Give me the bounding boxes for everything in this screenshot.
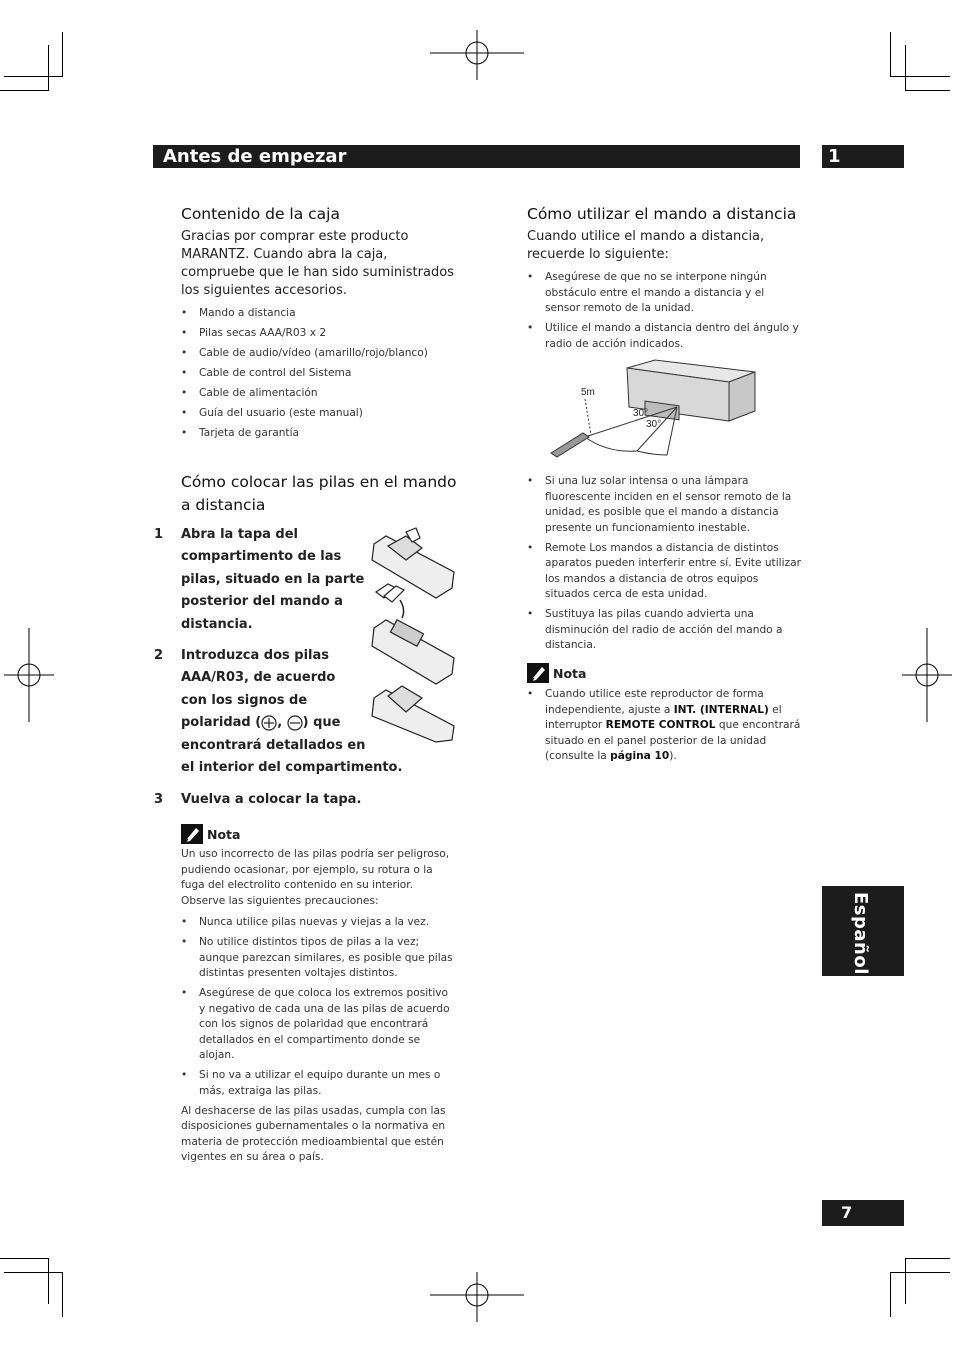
registration-mark-bottom <box>430 1272 524 1322</box>
remote-battery-illustration <box>366 526 458 744</box>
step-line: con los signos de <box>181 692 308 708</box>
crop-mark <box>905 1258 950 1259</box>
list-item: • Si una luz solar intensa o una lámpara fluorescente inciden en el sensor remoto de la unidad, es posible que el mando a distancia presente un funcionamiento inestable. <box>527 474 802 536</box>
crop-mark <box>0 90 48 91</box>
pencil-note-icon <box>527 663 549 683</box>
list-item: • Utilice el mando a distancia dentro del ángulo y radio de acción indicados. <box>527 321 802 352</box>
note-outro: Al deshacerse de las pilas usadas, cumpla con las disposiciones gubernamentales o la normativa en materia de protección medioambiental que estén vigentes en su área o país. <box>181 1104 446 1163</box>
remote-intro: Cuando utilice el mando a distancia, recuerde lo siguiente: <box>527 229 765 262</box>
note-text: que encontrará situado en el panel posterior de la unidad (consulte la <box>545 719 801 762</box>
language-label: Español <box>850 892 871 975</box>
crop-mark <box>4 1272 62 1273</box>
list-item: • Cable de alimentación <box>181 386 461 402</box>
crop-mark <box>890 32 891 77</box>
note-text: ). <box>669 750 677 762</box>
note-list <box>181 915 456 1099</box>
crop-mark <box>890 1272 891 1317</box>
page-title: Antes de empezar <box>163 146 347 167</box>
language-tab <box>822 886 904 976</box>
step-number: 3 <box>154 792 164 807</box>
list-item: • Sustituya las pilas cuando advierta una disminución del radio de acción del mando a distancia. <box>527 607 802 654</box>
remote-list-bottom <box>527 474 802 654</box>
step-line: Abra la tapa del <box>181 527 298 542</box>
battery-step-1 <box>154 524 371 636</box>
list-item: • Pilas secas AAA/R03 x 2 <box>181 326 461 342</box>
crop-mark <box>48 45 49 91</box>
battery-step-2 <box>154 645 403 779</box>
plus-sign-icon <box>261 715 277 731</box>
note-bold-page: página 10 <box>610 750 670 762</box>
note-text: el interruptor <box>545 703 782 731</box>
contents-intro: Gracias por comprar este producto MARANTZ. Cuando abra la caja, compruebe que le han sido suministrados los siguientes accesorios. <box>181 229 454 298</box>
polarity-text: polaridad ( <box>181 715 262 731</box>
remote-section-bottom <box>527 468 802 658</box>
step-line: AAA/R03, de acuerdo <box>181 670 336 686</box>
remote-list-top <box>527 270 802 352</box>
polarity-separator: , <box>277 715 287 731</box>
step-number: 1 <box>154 527 164 542</box>
battery-step-3 <box>154 789 381 811</box>
page-number-box <box>822 1200 904 1226</box>
note-bold-remote-control: REMOTE CONTROL <box>605 719 716 731</box>
battery-note <box>181 824 456 1166</box>
chapter-number-box <box>822 145 904 168</box>
crop-mark <box>62 32 63 77</box>
step-line: el interior del compartimento. <box>181 760 403 776</box>
contents-section <box>181 203 461 446</box>
page-number: 7 <box>841 1203 853 1222</box>
note-bold-internal: INT. (INTERNAL) <box>673 703 769 716</box>
pencil-note-icon <box>181 824 203 844</box>
chapter-number: 1 <box>828 146 841 167</box>
note-header <box>527 663 802 683</box>
list-item <box>527 687 802 765</box>
list-item: • Guía del usuario (este manual) <box>181 406 461 422</box>
angle-label-2: 30° <box>646 419 662 430</box>
contents-heading: Contenido de la caja <box>181 205 340 223</box>
crop-mark <box>905 1258 906 1304</box>
list-item: • No utilice distintos tipos de pilas a la vez; aunque parezcan similares, es posible que pilas distintas presenten voltajes distintos. <box>181 935 456 982</box>
list-item: • Asegúrese de que coloca los extremos positivo y negativo de cada una de las pilas de acuerdo con los signos de polaridad que encontrará detallados en el compartimento donde se alojan. <box>181 986 456 1064</box>
batteries-heading-line1: Cómo colocar las pilas en el mando <box>181 473 457 491</box>
step-line: compartimento de las <box>181 549 342 565</box>
step-line: encontrará detallados en <box>181 737 366 753</box>
crop-mark <box>48 1258 49 1304</box>
step-line: posterior del mando a <box>181 594 343 610</box>
list-item: • Asegúrese de que no se interpone ningún obstáculo entre el mando a distancia y el sensor remoto de la unidad. <box>527 270 802 317</box>
list-item: • Si no va a utilizar el equipo durante un mes o más, extraiga las pilas. <box>181 1068 456 1099</box>
remote-note <box>527 663 802 769</box>
registration-mark-left <box>4 628 54 722</box>
step-line: Vuelva a colocar la tapa. <box>181 792 362 807</box>
batteries-heading-line2: a distancia <box>181 496 266 514</box>
remote-heading: Cómo utilizar el mando a distancia <box>527 205 797 223</box>
note-label: Nota <box>207 826 241 842</box>
list-item: • Cable de control del Sistema <box>181 366 461 382</box>
crop-mark <box>62 1272 63 1317</box>
step-line: pilas, situado en la parte <box>181 571 365 587</box>
angle-label-1: 30° <box>633 408 649 419</box>
crop-mark <box>890 1272 950 1273</box>
list-item: • Mando a distancia <box>181 306 461 322</box>
crop-mark <box>0 1258 48 1259</box>
note-intro: Un uso incorrecto de las pilas podría ser peligroso, pudiendo ocasionar, por ejemplo, su rotura o la fuga del electrolito contenido en su interior. Observe las siguientes precauciones: <box>181 848 450 907</box>
minus-sign-icon <box>287 715 303 731</box>
crop-mark <box>890 76 950 77</box>
note-label: Nota <box>553 665 587 681</box>
step-line: distancia. <box>181 616 253 632</box>
list-item: • Cable de audio/vídeo (amarillo/rojo/blanco) <box>181 346 461 362</box>
step-number: 2 <box>154 648 164 663</box>
list-item: • Remote Los mandos a distancia de distintos aparatos pueden interferir entre sí. Evite utilizar los mandos a distancia de otros equipos situados cerca de esta unidad. <box>527 541 802 603</box>
note-text: Cuando utilice este reproductor de forma independiente, ajuste a <box>545 688 764 716</box>
crop-mark <box>905 45 906 91</box>
registration-mark-top <box>430 30 524 80</box>
remote-section <box>527 203 802 357</box>
step-line-polarity <box>181 712 386 734</box>
list-item: • Tarjeta de garantía <box>181 426 461 442</box>
note-list <box>527 687 802 765</box>
registration-mark-right <box>902 628 952 722</box>
list-item: • Nunca utilice pilas nuevas y viejas a la vez. <box>181 915 456 931</box>
contents-list <box>181 306 461 442</box>
batteries-heading <box>181 471 471 517</box>
polarity-text-end: ) que <box>302 715 341 731</box>
distance-label: 5m <box>581 387 595 398</box>
step-line: Introduzca dos pilas <box>181 648 330 663</box>
note-header <box>181 824 456 844</box>
remote-range-diagram <box>545 355 760 465</box>
crop-mark <box>4 76 62 77</box>
crop-mark <box>905 90 950 91</box>
